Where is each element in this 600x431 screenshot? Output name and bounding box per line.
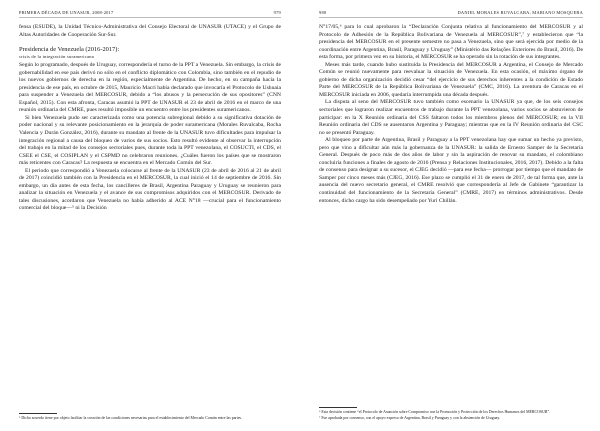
footnote-rule: [19, 413, 57, 414]
body-paragraph: Si bien Venezuela pudo ser caracterizada como una potencia subregional debido a su significativa dotación de poder nacional y su relevante posicionamiento en la jerarquía de poder suramericana (Morales Ruvalcaba, Rocha Valencia y Durán González, 2016), durante su mandato al frente de la UNASUR tuvo dificultades para impulsar la integración regional a causa del bloqueo de varios de sus socios. Esto resultó evidente al observar la interrupción del trabajo en la mitad de los consejos sectoriales pues, durante toda la PPT venezolana, el COSUCTI, el CDS, el CSEE el CSE, el COSIPLAN y el CSPMD no celebraron reuniones. ¿Cuáles fueron los países que se mostraron más reticentes con Caracas? La respuesta se encuentra en el Mercado Común del Sur.: [19, 114, 281, 167]
footnote: ⁵ Dicho acuerdo tiene por objeto facilitar la creación de las condiciones necesarias para el establecimiento del Mercado Común entre las partes.: [19, 416, 243, 420]
body-paragraph: El periodo que correspondió a Venezuela colocarse al frente de la UNASUR (23 de abril de 2016 al 21 de abril de 2017) coincidió también con la Presidencia en el MERCOSUR, la cual inició el 14 de septiembre de 2016. Sin embargo, un día antes de esta fecha, los cancilleres de Brasil, Argentina Paraguay y Uruguay se reunieron para analizar la situación en Venezuela y el avance de sus compromisos adquiridos con el MERCOSUR. Derivado de tales discusiones, acordaron que Venezuela no había adherido al ACE N°18 —crucial para el funcionamiento comercial del bloque—⁵ ni la Decisión: [19, 167, 281, 212]
right-running-header: [319, 10, 583, 18]
left-running-header: [19, 10, 281, 18]
continuation-paragraph: fensa (ESUDE), la Unidad Técnico-Administrativa del Consejo Electoral de UNASUR (UTACE) y el Grupo de Altas Autoridades de Cooperación Sur-Sur.: [19, 24, 281, 38]
left-page-number: 979: [273, 10, 281, 15]
body-paragraph: La disputa al seno del MERCOSUR tuvo también como escenario la UNASUR ya que, de los seis consejos sectoriales que lograron realizar encuentros de trabajo durante la PPT venezolana, varios socios se abstuvieron de participar: en la X Reunión ordinaria del CSS faltaron todos los miembros plenos del MERCOSUR; en la VII Reunión ordinaria del CDS se ausentaron Argentina y Paraguay; mientras que en la IV Reunión ordinaria del CSC no se presentó Paraguay.: [319, 99, 583, 136]
body-paragraph: Según lo programado, después de Uruguay, correspondería el turno de la PPT a Venezuela. Sin embargo, la crisis de gobernabilidad en ese país derivó no sólo en el conflicto diplomático con Colombia, sino también en el repudio de los nuevos gobiernos de derecha en la región, especialmente de Argentina. De hecho, en su campaña hacia la presidencia de ese país, en octubre de 2015, Mauricio Macri había declarado que invocaría el Protocolo de Ushuaia para suspender a Venezuela del MERCOSUR, debido a “los abusos y la persecución de sus opositores” (CNN Español, 2015). Con esta afronta, Caracas asumió la PPT de UNASUR el 23 de abril de 2016 en el marco de una reunión ordinaria del CMRE, pues resultó imposible un encuentro entre los presidentes suramericanos.: [19, 62, 281, 114]
left-header-title: PRIMERA DÉCADA DE UNASUR, 2008-2017: [19, 10, 114, 15]
section-subtitle: crisis de la integración suramericana: [19, 54, 94, 60]
right-page-number: 980: [319, 10, 327, 15]
footnote-rule: [319, 407, 357, 408]
right-footnotes: [319, 407, 583, 422]
left-footnotes: [19, 413, 281, 422]
footnote: ⁷ Fue aprobada por consenso, con el apoyo expreso de Argentina, Brasil y Paraguay y con la abstención de Uruguay.: [319, 416, 501, 420]
body-paragraph: Meses más tarde, cuando hubo sustituida la Presidencia del MERCOSUR a Argentina, el Consejo de Mercado Común se reunió nuevamente para reevaluar la situación de Venezuela. En esta ocasión, el máximo órgano de gobierno de dicha organización decidió cesar “del ejercicio de sus derechos inherentes a la condición de Estado Parte del MERCOSUR de la República Bolivariana de Venezuela” (CMC, 2016). La aventura de Caracas en el MERCOSUR iniciada en 2006, quedaría interrumpida una década después.: [319, 61, 583, 98]
body-paragraph: Al bloqueo por parte de Argentina, Brasil y Paraguay a la PPT venezolana hay que sumar un hecho ya previsto, pero que vino a dificultar aún más la gobernanza de la UNASUR: la salida de Ernesto Samper de la Secretaría General. Después de poco más de dos años de labor y sin la aspiración de renovar su mandato, el colombiano concluiría funciones a finales de agosto de 2016 (Prensa y Relaciones Institucionales, 2016, 2017). Debido a la falta de consenso para designar a su sucesor, el CJEG decidió —para ese fecha— prorrogar por tiempo que el mandato de Samper por cinco meses más (CJEG, 2016). Ese plazo se cumplió el 31 de enero de 2017, de tal forma que, ante la ausencia del nuevo secretario general, el CMRE resolvió que correspondería al Jefe de Gabinete “garantizar la continuidad del funcionamiento de la Secretaría General” (CMRE, 2017) en términos administrativos. Desde entonces, dicho cargo ha sido desempeñado por Yuri Chillán.: [319, 137, 583, 204]
footnote: ⁶ Esta decisión contiene “el Protocolo de Asunción sobre Compromiso con la Promoción y Protección de los Derechos Humanos del MERCOSUR”.: [319, 410, 551, 414]
body-paragraph: N°17/05,⁶ para lo cual aprobaron la “Declaración Conjunta relativa al funcionamiento del MERCOSUR y al Protocolo de Adhesión de la República Bolivariana de Venezuela al MERCOSUR”,⁷ y establecieron que “la presidencia del MERCOSUR en el presente semestre no pasa a Venezuela, sino que será ejercida por medio de la coordinación entre Argentina, Brasil, Paraguay y Uruguay” (Ministério das Relações Exteriores do Brasil, 2016). De esta forma, por primera vez en su historia, el MERCOSUR se ha operado sin la rotación de sus integrantes.: [319, 24, 583, 61]
right-page: [300, 0, 600, 431]
right-header-authors: DANIEL MORALES RUVALCABA, MARIANO MOSQUERA: [457, 10, 583, 15]
left-body-text: [19, 24, 281, 213]
right-body-text: [319, 24, 583, 205]
section-title: Presidencia de Venezuela (2016-2017):: [19, 46, 120, 54]
